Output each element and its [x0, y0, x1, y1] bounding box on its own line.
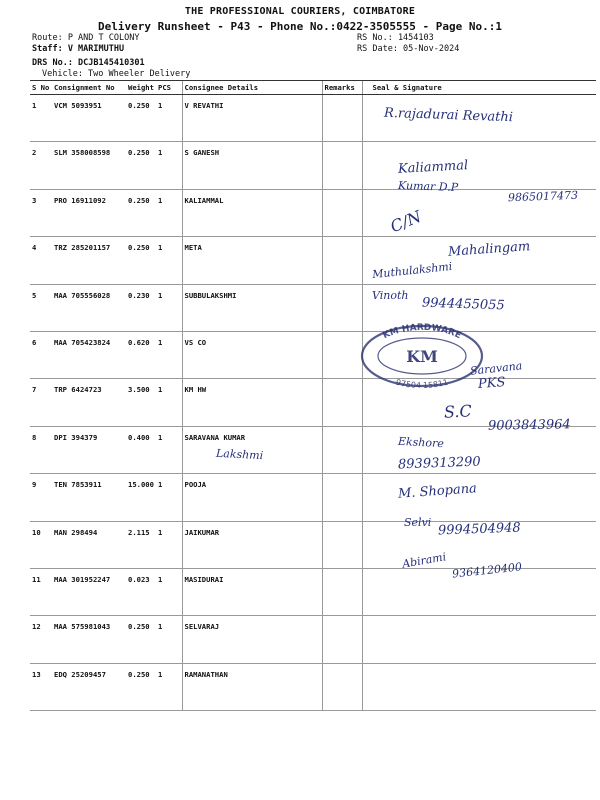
row-sno: 6: [30, 331, 52, 378]
rs-date: RS Date: 05-Nov-2024: [357, 44, 460, 54]
row-consignee: SUBBULAKSHMI: [182, 284, 322, 331]
signature-row-9-name: S.C: [443, 401, 473, 422]
signature-row-8-name: Saravana: [469, 359, 523, 378]
signature-row-6-name: Vinoth: [372, 289, 409, 302]
row-consignment: DPI 394379: [52, 426, 126, 473]
row-consignment: VCM 5093951: [52, 95, 126, 142]
signature-row-6-phone: 9944455055: [421, 295, 505, 314]
row-weight: 15.000: [126, 474, 156, 521]
row-consignment: PRO 16911092: [52, 189, 126, 236]
signature-row-3-name: Kaliammal: [397, 158, 469, 177]
row-pcs: 1: [156, 379, 182, 426]
row-remarks: [322, 189, 362, 236]
row-consignee: VS CO: [182, 331, 322, 378]
row-pcs: 1: [156, 568, 182, 615]
signature-row-9-phone: 9003843964: [487, 417, 571, 434]
runsheet-table: [30, 80, 596, 711]
row-pcs: 1: [156, 426, 182, 473]
col-sno: S No: [30, 81, 52, 95]
stamp-center-text: KM: [406, 347, 438, 366]
signature-row-12-name: Selvi: [404, 516, 432, 529]
signature-row-1: R.rajadurai Revathi: [383, 105, 514, 126]
stamp-bottom-text: 97504 15811: [394, 377, 450, 388]
row-pcs: 1: [156, 142, 182, 189]
signature-row-10-name: Ekshore: [397, 434, 445, 451]
row-remarks: [322, 237, 362, 284]
row-consignee: KM HW: [182, 379, 322, 426]
signature-row-13-phone: 9364120400: [451, 560, 523, 581]
row-sno: 12: [30, 616, 52, 663]
row-weight: 0.250: [126, 95, 156, 142]
staff-info: Staff: V MARIMUTHU: [32, 44, 125, 54]
row-consignee: V REVATHI: [182, 95, 322, 142]
row-pcs: 1: [156, 95, 182, 142]
row-weight: 0.023: [126, 568, 156, 615]
row-pcs: 1: [156, 474, 182, 521]
row-remarks: [322, 142, 362, 189]
signature-row-10-phone: 8939313290: [397, 454, 481, 473]
col-consignee: Consignee Details: [182, 81, 322, 95]
row-consignment: TRP 6424723: [52, 379, 126, 426]
table-row: [30, 284, 596, 331]
rs-number: RS No.: 1454103: [357, 33, 434, 43]
row-consignee: SELVARAJ: [182, 616, 322, 663]
route-info: Route: P AND T COLONY: [32, 33, 140, 43]
table-row: [30, 663, 596, 710]
row-remarks: [322, 426, 362, 473]
signature-row-12-phone: 9994504948: [437, 520, 521, 539]
runsheet-subtitle: Delivery Runsheet - P43 - Phone No.:0422-3505555 - Page No.:1: [98, 20, 502, 33]
row-remarks: [322, 616, 362, 663]
row-sno: 8: [30, 426, 52, 473]
row-consignee: JAIKUMAR: [182, 521, 322, 568]
row-weight: 3.500: [126, 379, 156, 426]
row-weight: 2.115: [126, 521, 156, 568]
signature-row-8-mark: PKS: [477, 375, 506, 392]
row-weight: 0.250: [126, 142, 156, 189]
col-consignment: Consignment No: [52, 81, 126, 95]
row-pcs: 1: [156, 521, 182, 568]
row-signature: [362, 474, 596, 521]
row-sno: 11: [30, 568, 52, 615]
col-pcs: PCS: [156, 81, 182, 95]
km-hardware-stamp: [356, 320, 488, 388]
row-weight: 0.250: [126, 189, 156, 236]
row-sno: 2: [30, 142, 52, 189]
signature-row-3-initial: Kumar D.P: [397, 178, 459, 195]
row-sno: 5: [30, 284, 52, 331]
row-pcs: 1: [156, 237, 182, 284]
signature-row-11: M. Shopana: [397, 481, 478, 502]
row-signature: [362, 663, 596, 710]
row-consignment: MAN 298494: [52, 521, 126, 568]
col-remarks: Remarks: [322, 81, 362, 95]
row-consignment: MAA 705423824: [52, 331, 126, 378]
row-weight: 0.400: [126, 426, 156, 473]
signature-row-4: C/N: [387, 206, 425, 237]
table-row: [30, 474, 596, 521]
drs-number: DRS No.: DCJB145410301: [32, 58, 145, 68]
row-consignment: MAA 575981043: [52, 616, 126, 663]
row-remarks: [322, 95, 362, 142]
row-pcs: 1: [156, 663, 182, 710]
row-sno: 3: [30, 189, 52, 236]
row-sno: 9: [30, 474, 52, 521]
col-weight: Weight: [126, 81, 156, 95]
row-consignee: META: [182, 237, 322, 284]
row-consignee: POOJA: [182, 474, 322, 521]
row-pcs: 1: [156, 189, 182, 236]
row-remarks: [322, 521, 362, 568]
row-consignee: S GANESH: [182, 142, 322, 189]
row-consignee: MASIDURAI: [182, 568, 322, 615]
row-signature: [362, 616, 596, 663]
row-sno: 7: [30, 379, 52, 426]
table-row: [30, 426, 596, 473]
table-row: [30, 568, 596, 615]
row-weight: 0.250: [126, 663, 156, 710]
row-sno: 4: [30, 237, 52, 284]
row-pcs: 1: [156, 331, 182, 378]
signature-row-10-consignee: Lakshmi: [215, 446, 264, 463]
row-sno: 13: [30, 663, 52, 710]
row-consignment: TRZ 285201157: [52, 237, 126, 284]
runsheet-title: THE PROFESSIONAL COURIERS, COIMBATORE: [184, 6, 416, 17]
signature-row-5-name: Mahalingam: [447, 239, 531, 260]
row-remarks: [322, 663, 362, 710]
signature-row-5-mark: Muthulakshmi: [371, 259, 453, 282]
row-consignee: RAMANATHAN: [182, 663, 322, 710]
row-consignment: SLM 358008598: [52, 142, 126, 189]
row-consignment: MAA 301952247: [52, 568, 126, 615]
table-header-row: [30, 81, 596, 95]
row-consignment: TEN 7853911: [52, 474, 126, 521]
row-weight: 0.620: [126, 331, 156, 378]
row-pcs: 1: [156, 616, 182, 663]
vehicle-info: Vehicle: Two Wheeler Delivery: [42, 69, 191, 79]
stamp-ring-text: KM HARDWARE: [381, 322, 463, 342]
row-weight: 0.250: [126, 237, 156, 284]
row-sno: 1: [30, 95, 52, 142]
row-consignment: EDQ 25209457: [52, 663, 126, 710]
row-consignee: SARAVANA KUMAR: [182, 426, 322, 473]
row-consignee: KALIAMMAL: [182, 189, 322, 236]
row-pcs: 1: [156, 284, 182, 331]
table-row: [30, 616, 596, 663]
row-remarks: [322, 568, 362, 615]
signature-row-13-name: Abirami: [401, 550, 448, 571]
row-weight: 0.250: [126, 616, 156, 663]
row-weight: 0.230: [126, 284, 156, 331]
col-seal-signature: Seal & Signature: [362, 81, 596, 95]
row-sno: 10: [30, 521, 52, 568]
table-row: [30, 142, 596, 189]
signature-row-3-phone: 9865017473: [507, 188, 579, 205]
row-consignment: MAA 705556028: [52, 284, 126, 331]
row-remarks: [322, 474, 362, 521]
